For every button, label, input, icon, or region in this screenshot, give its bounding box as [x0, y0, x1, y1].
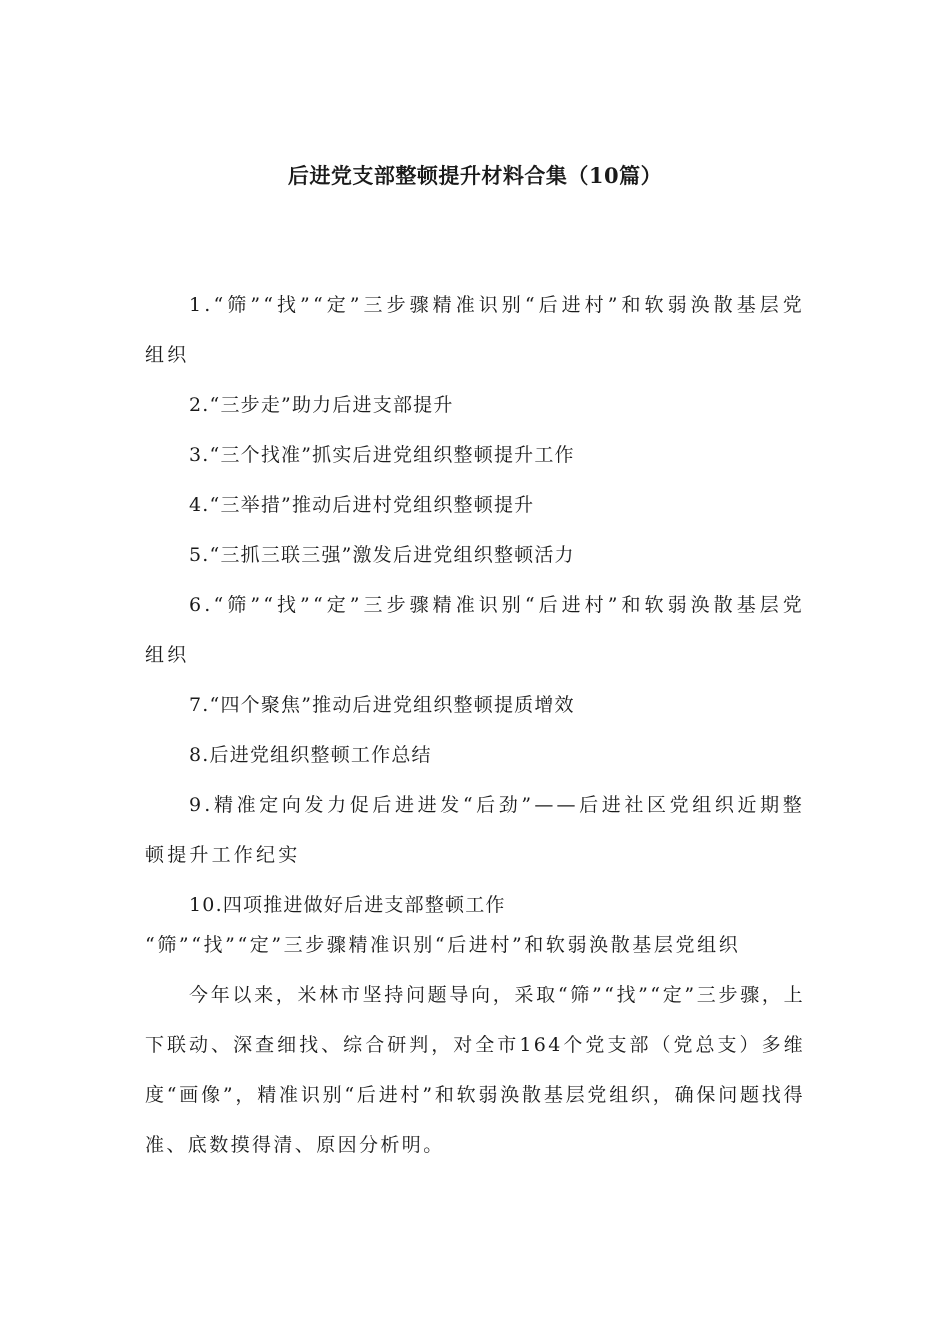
table-of-contents — [145, 280, 805, 930]
toc-item: 9.精准定向发力促后进进发“后劲”——后进社区党组织近期整顿提升工作纪实 — [145, 794, 805, 866]
toc-item: 4.“三举措”推动后进村党组织整顿提升 — [189, 494, 535, 516]
document-title: 后进党支部整顿提升材料合集（10篇） — [287, 163, 663, 188]
toc-item: 6.“筛”“找”“定”三步骤精准识别“后进村”和软弱涣散基层党组织 — [145, 594, 805, 666]
toc-item: 8.后进党组织整顿工作总结 — [189, 744, 432, 766]
section-heading: “筛”“找”“定”三步骤精准识别“后进村”和软弱涣散基层党组织 — [145, 934, 741, 956]
toc-item: 7.“四个聚焦”推动后进党组织整顿提质增效 — [189, 694, 575, 716]
toc-item: 3.“三个找准”抓实后进党组织整顿提升工作 — [189, 444, 575, 466]
toc-item: 5.“三抓三联三强”激发后进党组织整顿活力 — [189, 544, 575, 566]
toc-item: 1.“筛”“找”“定”三步骤精准识别“后进村”和软弱涣散基层党组织 — [145, 294, 805, 366]
article-body — [145, 920, 805, 1170]
toc-item: 10.四项推进做好后进支部整顿工作 — [189, 894, 506, 916]
toc-item: 2.“三步走”助力后进支部提升 — [189, 394, 454, 416]
body-paragraph: 今年以来，米林市坚持问题导向，采取“筛”“找”“定”三步骤，上下联动、深查细找、综合研判，对全市164个党支部（党总支）多维度“画像”，精准识别“后进村”和软弱涣散基层党组织，确保问题找得准、底数摸得清、原因分析明。 — [145, 984, 805, 1156]
